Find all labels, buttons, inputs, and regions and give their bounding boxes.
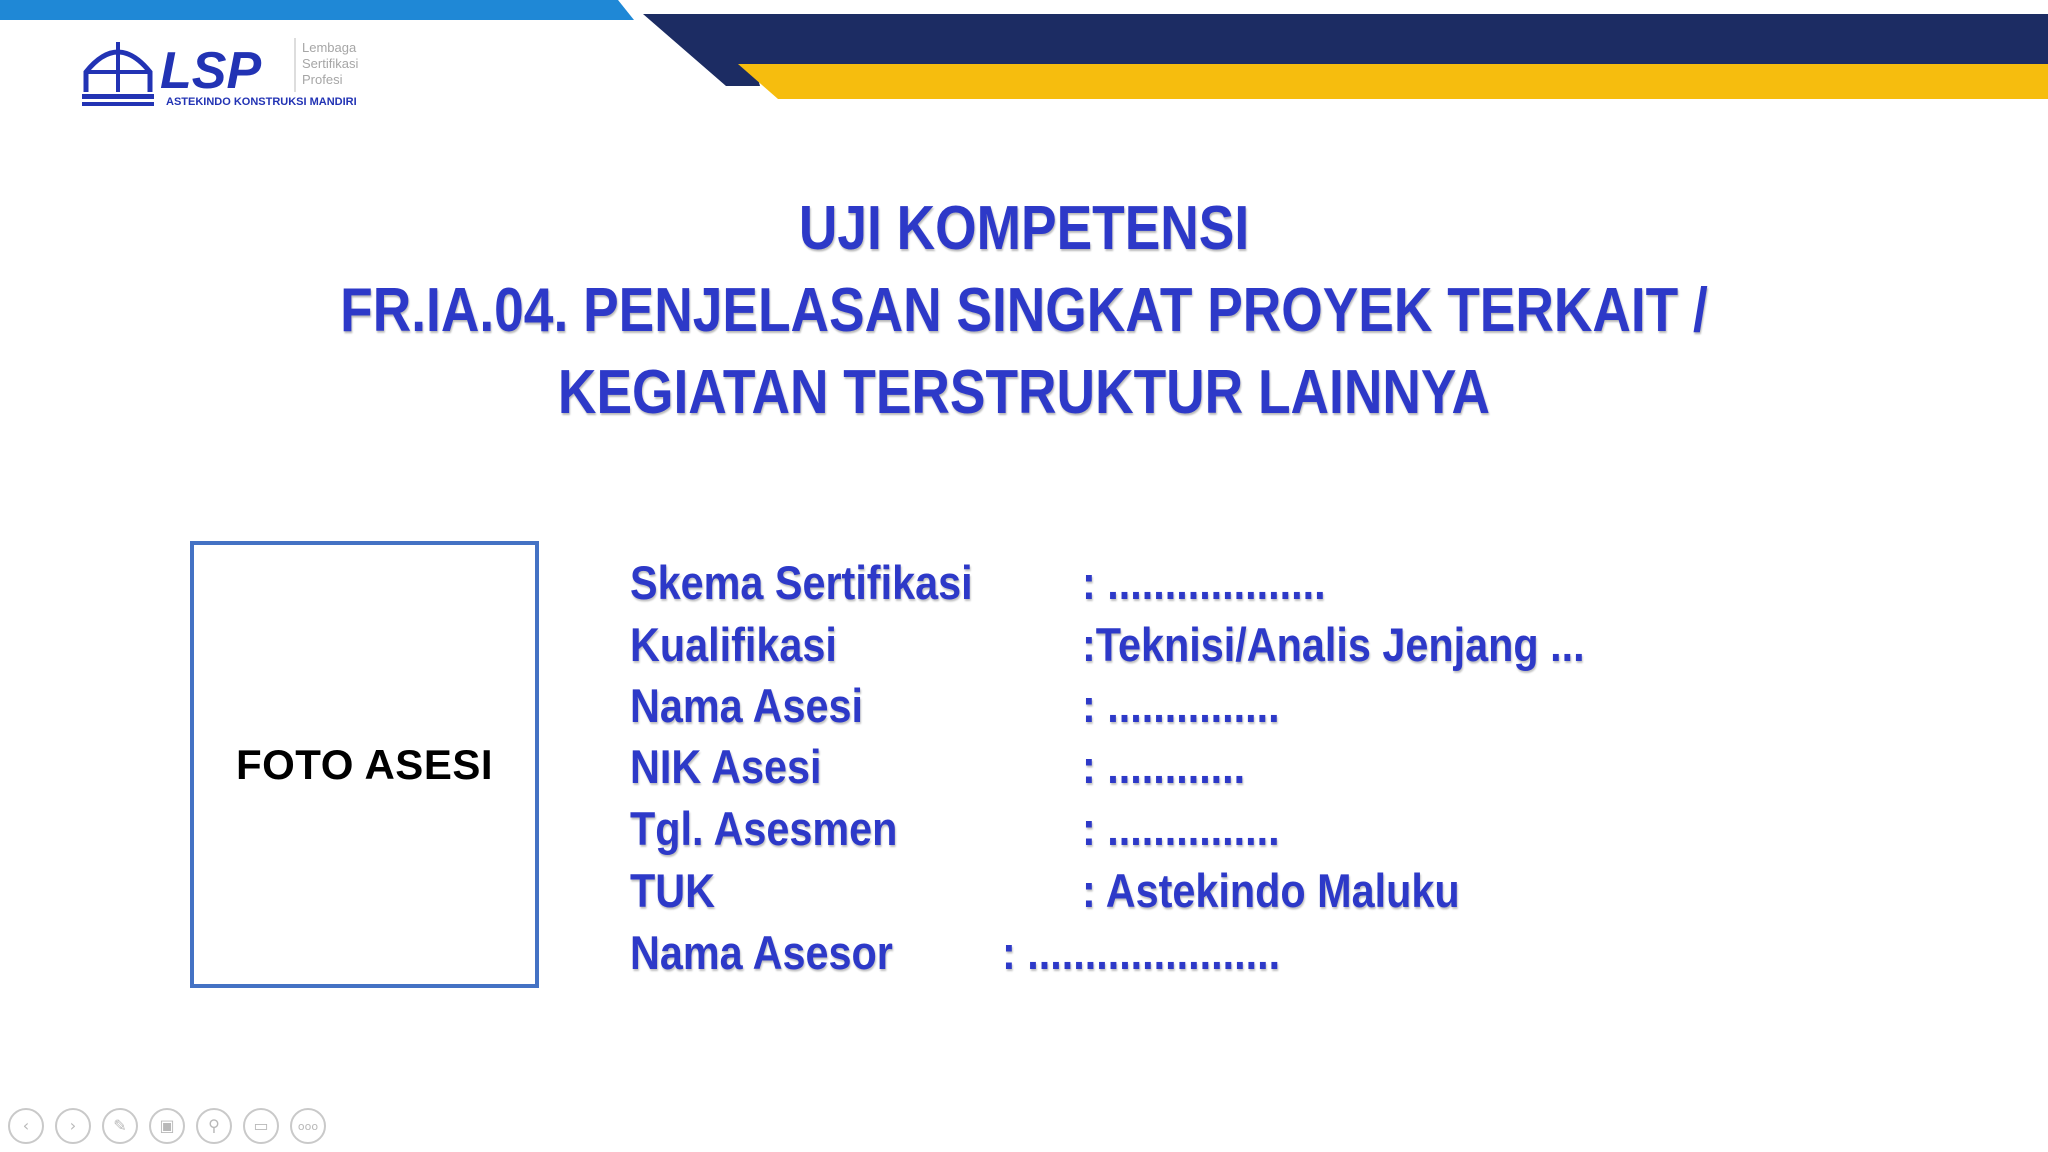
photo-label: FOTO ASESI [235,740,494,788]
logo-org-name: ASTEKINDO KONSTRUKSI MANDIRI [166,96,357,108]
field-label: Nama Asesor [630,926,893,979]
field-tgl-asesmen [0,798,2048,860]
field-value: : Astekindo Maluku [1082,864,1460,917]
logo-tagline-1: Lembaga [302,40,357,55]
field-kualifikasi [0,614,2048,676]
field-value: : ............... [1082,679,1280,732]
subtitles-icon[interactable]: ▭ [243,1108,279,1144]
field-value: : ...................... [1002,926,1281,979]
lsp-logo [80,34,380,114]
field-skema-sertifikasi [0,552,2048,614]
banner-light-blue-stripe [0,0,634,20]
zoom-icon[interactable]: ⚲ [196,1108,232,1144]
title-line-2: FR.IA.04. PENJELASAN SINGKAT PROYEK TERKAIT / [340,276,1708,345]
logo-tagline-3: Profesi [302,72,343,87]
logo-acronym: LSP [160,42,262,100]
field-label: Nama Asesi [630,679,863,732]
field-value: :Teknisi/Analis Jenjang ... [1082,618,1585,671]
see-all-slides-icon[interactable]: ▣ [149,1108,185,1144]
previous-slide-icon[interactable]: ‹ [8,1108,44,1144]
title-line-1: UJI KOMPETENSI [798,194,1250,263]
presentation-toolbar [8,1108,326,1148]
field-tuk [0,860,2048,922]
more-options-icon[interactable]: ooo [290,1108,326,1144]
field-value: : ............ [1082,740,1246,793]
field-nama-asesor [0,922,2048,984]
banner-yellow-stripe [738,64,2048,99]
field-value: : ................... [1082,556,1326,609]
field-nik-asesi [0,736,2048,798]
field-value: : ............... [1082,802,1280,855]
field-label: TUK [630,864,716,917]
field-label: Skema Sertifikasi [630,556,973,609]
slide-title [143,188,1904,434]
field-nama-asesi [0,675,2048,737]
next-slide-icon[interactable]: › [55,1108,91,1144]
field-label: NIK Asesi [630,740,822,793]
lsp-emblem-icon [86,42,150,92]
field-label: Tgl. Asesmen [630,802,898,855]
logo-tagline-2: Sertifikasi [302,56,359,71]
pen-icon[interactable]: ✎ [102,1108,138,1144]
title-line-3: KEGIATAN TERSTRUKTUR LAINNYA [557,358,1491,427]
field-label: Kualifikasi [630,618,837,671]
